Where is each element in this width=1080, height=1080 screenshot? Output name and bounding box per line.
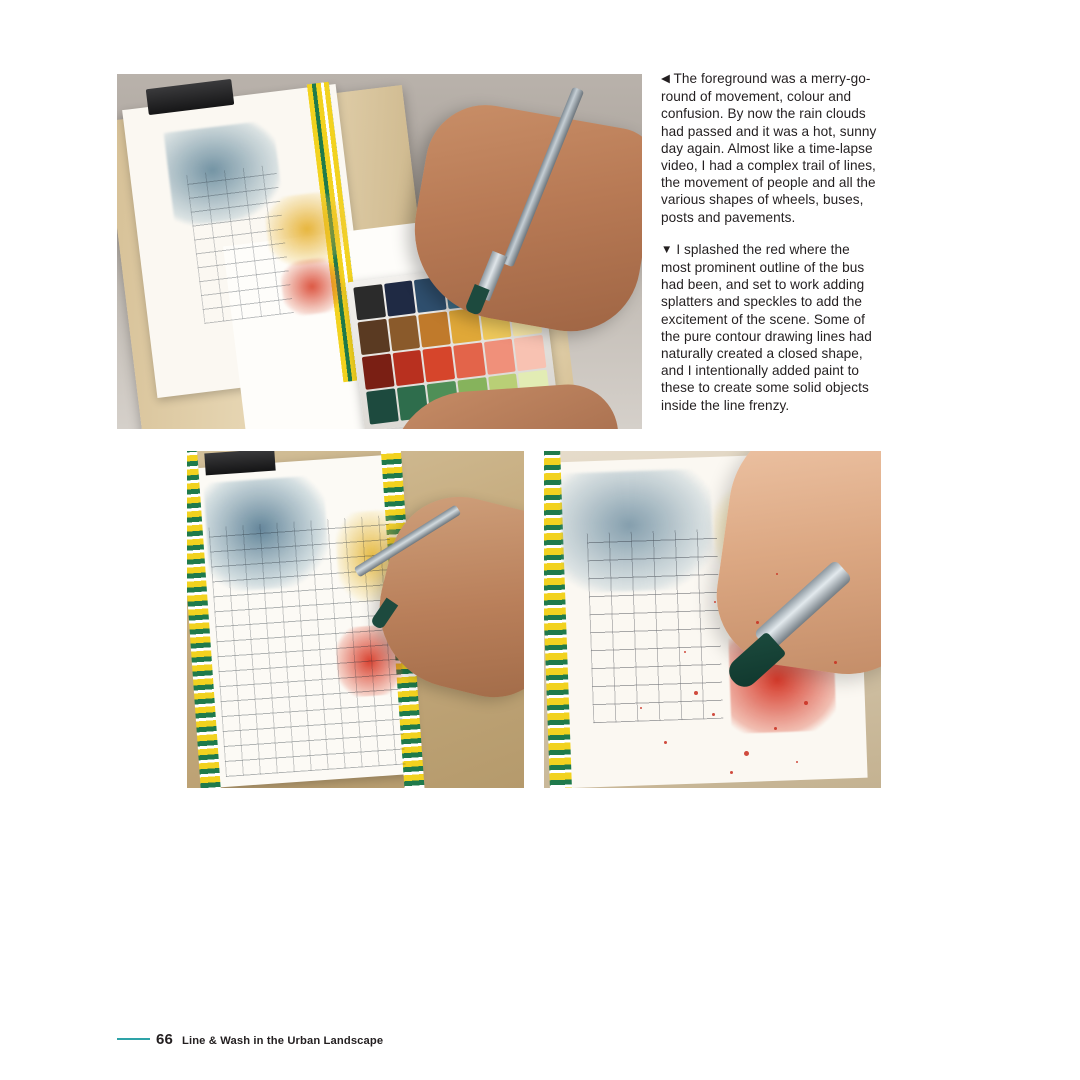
ink-line-drawing (186, 164, 294, 324)
ink-line-drawing (587, 529, 724, 723)
paint-speckle (694, 691, 698, 695)
paint-pan (366, 388, 398, 424)
paint-speckle (684, 651, 686, 653)
paint-speckle (730, 771, 733, 774)
page-footer (117, 1031, 383, 1048)
paint-pan (423, 346, 455, 382)
page-number: 66 (156, 1031, 173, 1048)
paint-pan (484, 339, 516, 375)
figure-photo-top (117, 74, 642, 429)
paint-speckle (640, 707, 642, 709)
paint-speckle (804, 701, 808, 705)
paragraph-2 (661, 241, 883, 414)
paint-pan (453, 342, 485, 378)
paragraph-1 (661, 70, 883, 226)
body-text-column (661, 70, 883, 414)
footer-book-title: Line & Wash in the Urban Landscape (182, 1035, 384, 1047)
figure-photo-bottom-left (187, 451, 524, 788)
paint-pan (514, 335, 546, 371)
paragraph-2-text: I splashed the red where the most prominent outline of the bus had been, and set to work adding splatters and speckles to add the excitement of the scene. Some of the pure contour drawing lines had naturally created a closed shape, and I intentionally added paint to these to create some solid objects inside the line frenzy. (661, 241, 872, 413)
paint-pan (353, 284, 385, 320)
left-triangle-marker: ◀ (661, 73, 670, 85)
paint-speckle (712, 713, 715, 716)
down-triangle-marker: ▼ (661, 243, 673, 256)
paint-pan (384, 280, 416, 316)
paint-speckle (834, 661, 837, 664)
paint-pan (392, 350, 424, 386)
paint-speckle (664, 741, 667, 744)
paint-pan (358, 319, 390, 355)
paint-speckle (796, 761, 798, 763)
footer-rule (117, 1038, 150, 1040)
paint-speckle (776, 573, 778, 575)
paint-speckle (774, 727, 777, 730)
paragraph-1-text: The foreground was a merry-go-round of movement, colour and confusion. By now the rain clouds had passed and it was a hot, sunny day again. Almost like a time-lapse video, I had a complex trail of lines, the movement of people and all the various shapes of wheels, buses, posts and pavements. (661, 71, 877, 225)
paint-speckle (744, 751, 749, 756)
paint-pan (388, 315, 420, 351)
paint-speckle (714, 601, 716, 603)
figure-photo-bottom-right (544, 451, 881, 788)
paint-pan (418, 311, 450, 347)
paint-pan (362, 354, 394, 390)
paint-speckle (756, 621, 759, 624)
